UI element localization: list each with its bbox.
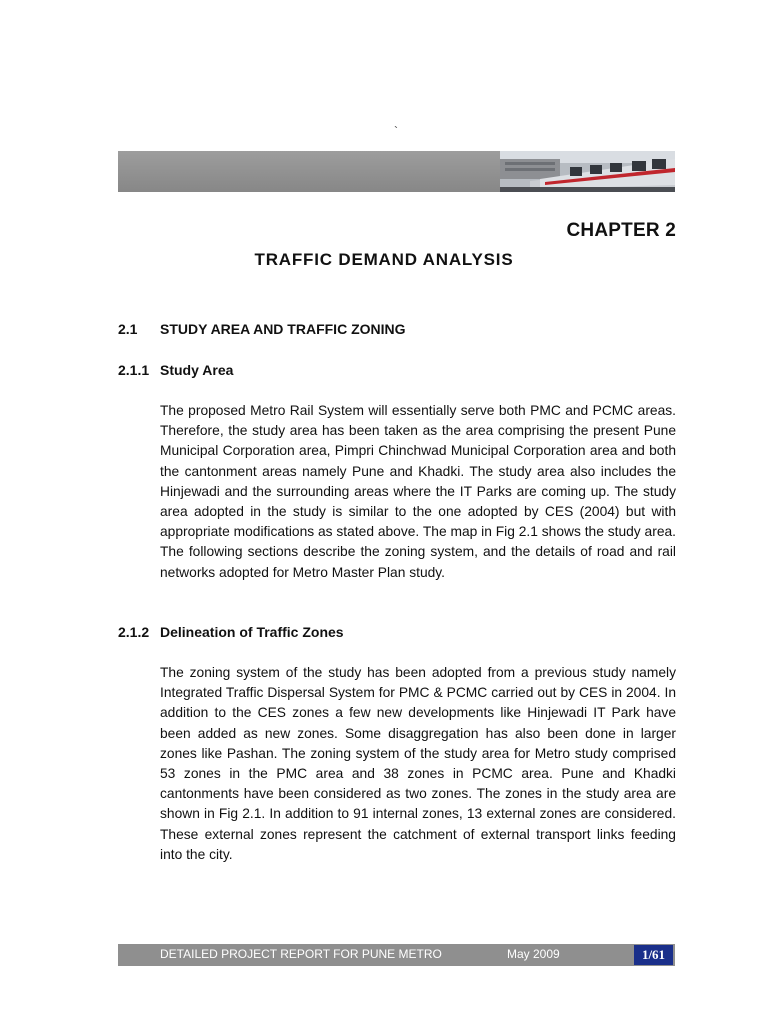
- section-heading-2-1: [118, 321, 406, 337]
- header-banner: [118, 151, 675, 192]
- section-title: Delineation of Traffic Zones: [160, 624, 344, 640]
- study-area-paragraph: The proposed Metro Rail System will essentially serve both PMC and PCMC areas. Therefore, the study area has been taken as the area comprising the present Pune Municipal Corporation area, Pimpri Chinchwad Municipal Corporation area and both the cantonment areas namely Pune and Khadki. The study area also includes the Hinjewadi and the surrounding areas where the IT Parks are coming up. The study area adopted in the study is similar to the one adopted by CES (2004) but with appropriate modifications as stated above. The map in Fig 2.1 shows the study area. The following sections describe the zoning system, and the details of road and rail networks adopted for Metro Master Plan study.: [160, 403, 676, 580]
- footer-date: May 2009: [507, 947, 560, 961]
- section-number: 2.1.2: [118, 624, 150, 640]
- footer-report-title: DETAILED PROJECT REPORT FOR PUNE METRO: [160, 947, 442, 961]
- chapter-label: CHAPTER 2: [566, 220, 676, 241]
- page-footer: [118, 944, 675, 966]
- metro-train-image: [500, 151, 675, 192]
- traffic-zones-paragraph: The zoning system of the study has been adopted from a previous study namely Integrated Traffic Dispersal System for PMC & PCMC carried out by CES in 2004. In addition to the CES zones a few new developments like Hinjewadi IT Park have been added as new zones. Some disaggregation has also been done in larger zones like Pashan. The zoning system of the study area for Metro study comprised 53 zones in the PMC area and 38 zones in PCMC area. Pune and Khadki cantonments have been considered as two zones. The zones in the study area are shown in Fig 2.1. In addition to 91 internal zones, 13 external zones are considered. These external zones represent the catchment of external transport links feeding into the city.: [160, 665, 676, 862]
- section-heading-2-1-2: [118, 624, 344, 640]
- section-number: 2.1: [118, 321, 138, 337]
- chapter-title: TRAFFIC DEMAND ANALYSIS: [254, 250, 514, 269]
- tick-mark: `: [394, 124, 398, 138]
- section-title: STUDY AREA AND TRAFFIC ZONING: [160, 321, 406, 337]
- section-number: 2.1.1: [118, 362, 150, 378]
- section-heading-2-1-1: [118, 362, 233, 378]
- page-number-badge: 1/61: [634, 945, 673, 965]
- section-title: Study Area: [160, 362, 234, 378]
